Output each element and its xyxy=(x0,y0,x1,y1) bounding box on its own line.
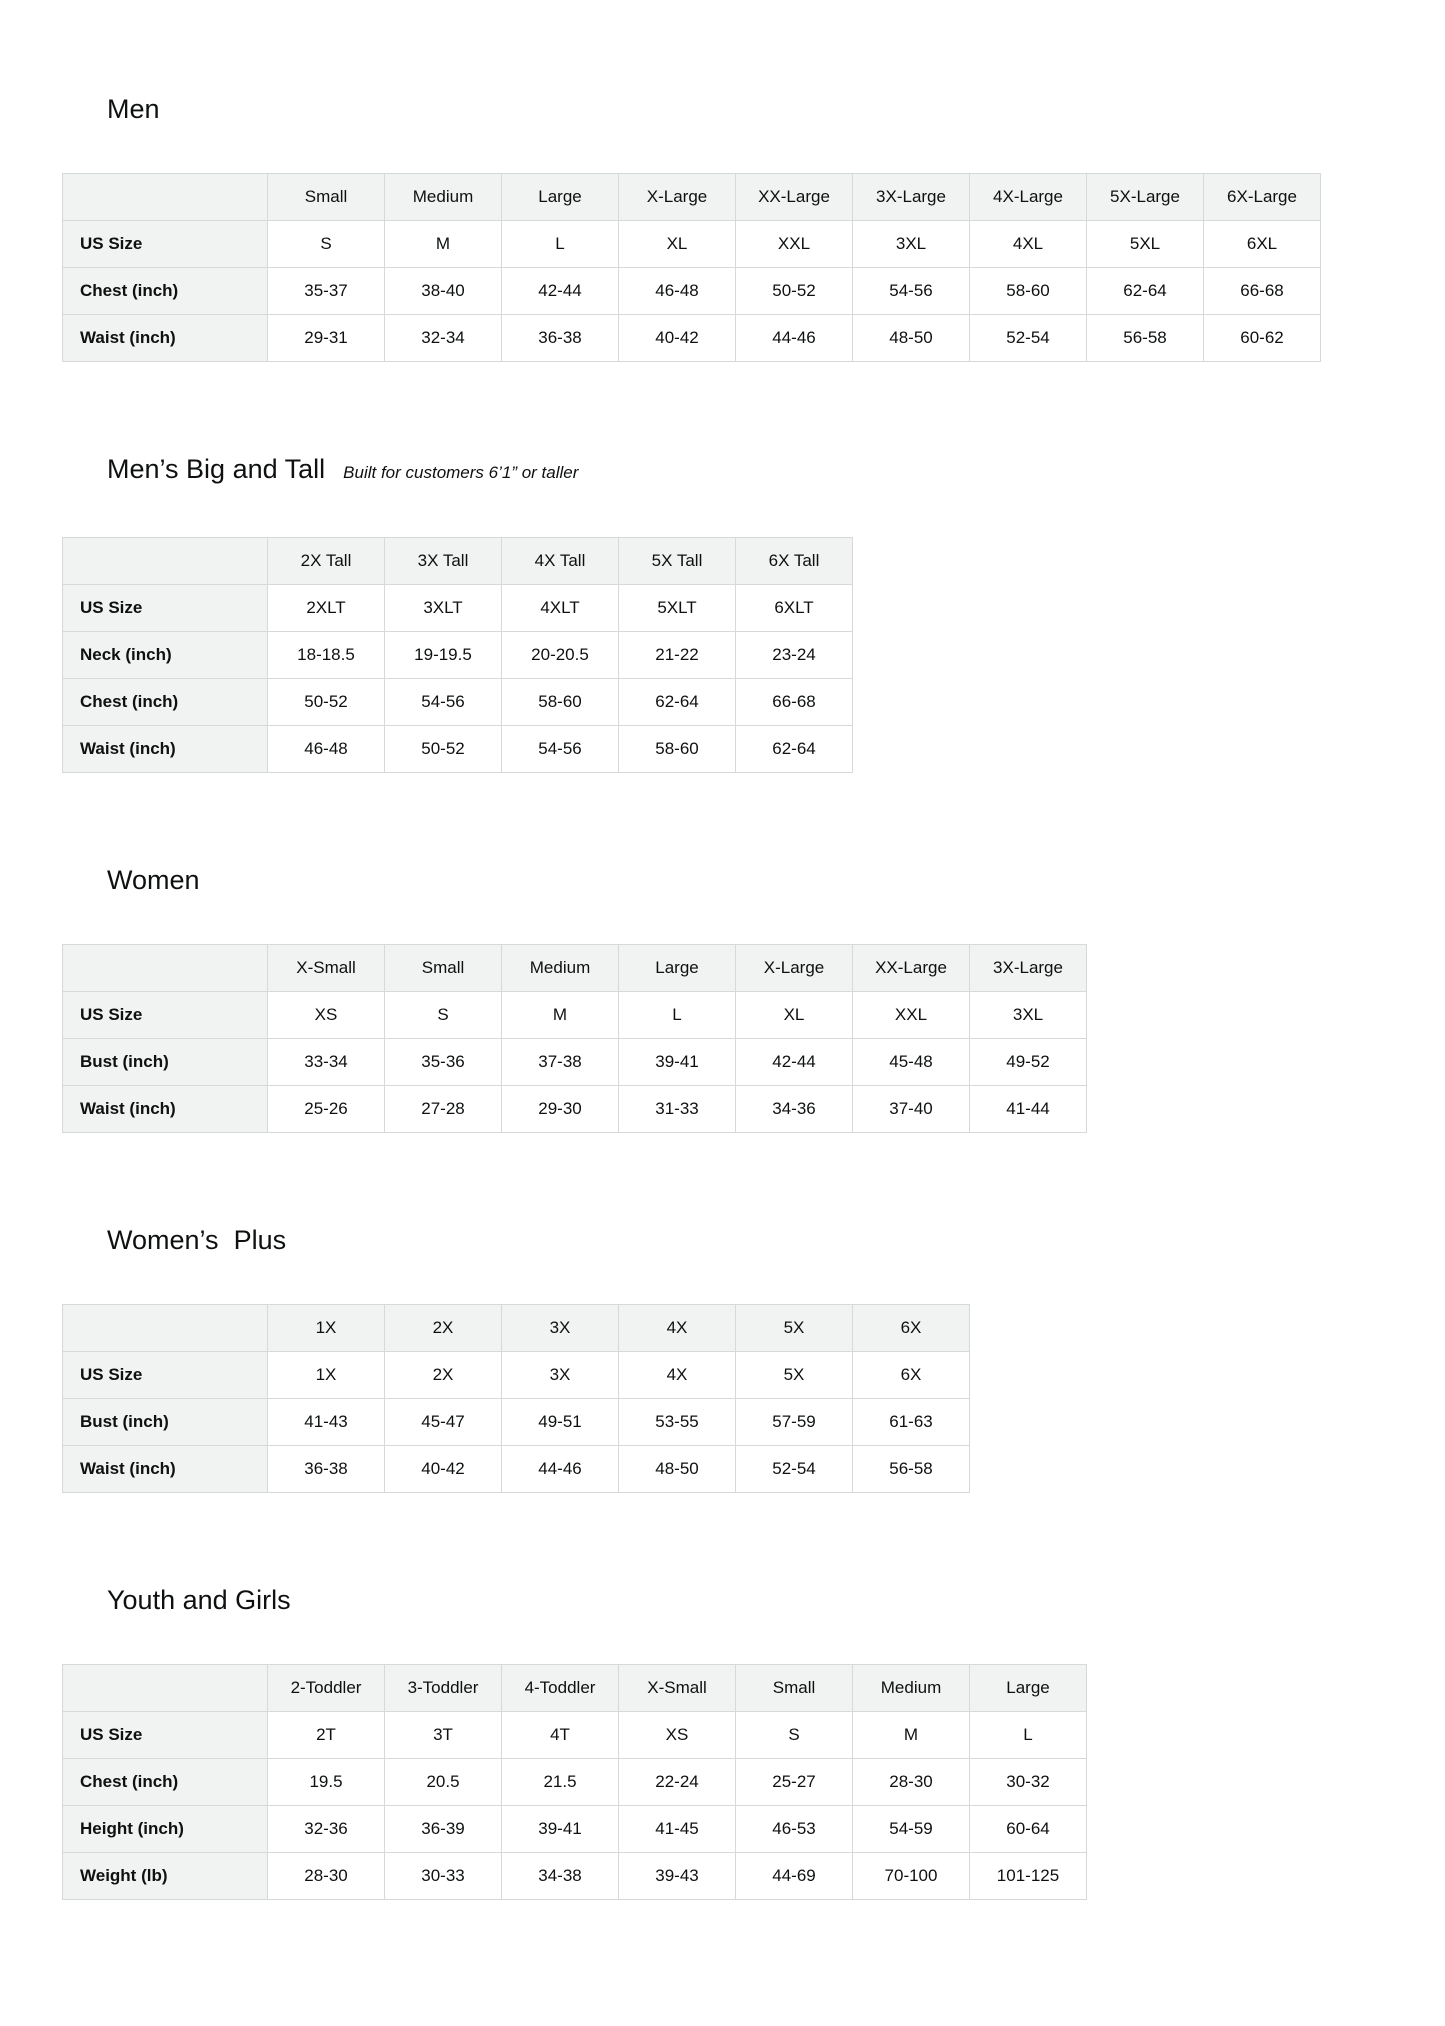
column-header-cell: Medium xyxy=(853,1665,970,1712)
data-row xyxy=(63,221,1321,268)
section-title-text: Women xyxy=(107,865,200,895)
value-cell: 41-43 xyxy=(268,1399,385,1446)
value-cell: 23-24 xyxy=(736,632,853,679)
header-row xyxy=(63,1665,1087,1712)
column-header-cell: 2X xyxy=(385,1305,502,1352)
value-cell: 19.5 xyxy=(268,1759,385,1806)
value-cell: 5X xyxy=(736,1352,853,1399)
data-row xyxy=(63,1806,1087,1853)
column-header-cell: Large xyxy=(502,174,619,221)
value-cell: 35-36 xyxy=(385,1039,502,1086)
value-cell: 48-50 xyxy=(853,315,970,362)
size-table-youth-and-girls xyxy=(62,1664,1087,1900)
column-header-cell: X-Large xyxy=(619,174,736,221)
column-header-cell: Small xyxy=(385,945,502,992)
column-header-cell: 4X Tall xyxy=(502,538,619,585)
row-label-cell: US Size xyxy=(63,1712,268,1759)
header-row xyxy=(63,1305,970,1352)
column-header-cell: 4X-Large xyxy=(970,174,1087,221)
section-youth-and-girls xyxy=(62,1549,1385,1900)
value-cell: 1X xyxy=(268,1352,385,1399)
value-cell: 54-56 xyxy=(385,679,502,726)
section-title-women xyxy=(62,829,1385,931)
header-row xyxy=(63,174,1321,221)
value-cell: 70-100 xyxy=(853,1853,970,1900)
column-header-cell: 1X xyxy=(268,1305,385,1352)
value-cell: 38-40 xyxy=(385,268,502,315)
data-row xyxy=(63,585,853,632)
row-label-cell: Waist (inch) xyxy=(63,1446,268,1493)
value-cell: 2XLT xyxy=(268,585,385,632)
column-header-cell: 4X xyxy=(619,1305,736,1352)
value-cell: 40-42 xyxy=(619,315,736,362)
value-cell: 34-38 xyxy=(502,1853,619,1900)
header-row xyxy=(63,538,853,585)
data-row xyxy=(63,1712,1087,1759)
value-cell: 39-41 xyxy=(619,1039,736,1086)
section-title-text: Men’s Big and Tall xyxy=(107,454,326,484)
value-cell: 2T xyxy=(268,1712,385,1759)
data-row xyxy=(63,1352,970,1399)
value-cell: 3T xyxy=(385,1712,502,1759)
section-mens-big-and-tall xyxy=(62,418,1385,773)
value-cell: 46-48 xyxy=(268,726,385,773)
value-cell: 30-33 xyxy=(385,1853,502,1900)
value-cell: 48-50 xyxy=(619,1446,736,1493)
value-cell: L xyxy=(502,221,619,268)
value-cell: 3X xyxy=(502,1352,619,1399)
section-title-mens-big-and-tall xyxy=(62,418,1385,524)
value-cell: 39-43 xyxy=(619,1853,736,1900)
value-cell: 32-36 xyxy=(268,1806,385,1853)
column-header-cell: Large xyxy=(619,945,736,992)
value-cell: XL xyxy=(619,221,736,268)
column-header-cell: 6X xyxy=(853,1305,970,1352)
value-cell: 6XLT xyxy=(736,585,853,632)
value-cell: 50-52 xyxy=(736,268,853,315)
value-cell: 3XL xyxy=(970,992,1087,1039)
value-cell: 37-40 xyxy=(853,1086,970,1133)
value-cell: XXL xyxy=(853,992,970,1039)
value-cell: L xyxy=(619,992,736,1039)
data-row xyxy=(63,1399,970,1446)
value-cell: 22-24 xyxy=(619,1759,736,1806)
value-cell: 36-39 xyxy=(385,1806,502,1853)
size-table-women xyxy=(62,944,1087,1133)
value-cell: 4T xyxy=(502,1712,619,1759)
corner-cell xyxy=(63,538,268,585)
value-cell: 52-54 xyxy=(736,1446,853,1493)
value-cell: 60-62 xyxy=(1204,315,1321,362)
row-label-cell: Bust (inch) xyxy=(63,1399,268,1446)
row-label-cell: Waist (inch) xyxy=(63,726,268,773)
value-cell: M xyxy=(502,992,619,1039)
value-cell: 46-48 xyxy=(619,268,736,315)
value-cell: 58-60 xyxy=(619,726,736,773)
value-cell: 62-64 xyxy=(619,679,736,726)
column-header-cell: 5X Tall xyxy=(619,538,736,585)
value-cell: 5XL xyxy=(1087,221,1204,268)
value-cell: XS xyxy=(619,1712,736,1759)
value-cell: 19-19.5 xyxy=(385,632,502,679)
row-label-cell: Chest (inch) xyxy=(63,268,268,315)
value-cell: 3XLT xyxy=(385,585,502,632)
column-header-cell: X-Small xyxy=(268,945,385,992)
value-cell: 20.5 xyxy=(385,1759,502,1806)
column-header-cell: 3X xyxy=(502,1305,619,1352)
value-cell: XS xyxy=(268,992,385,1039)
data-row xyxy=(63,1086,1087,1133)
column-header-cell: 6X-Large xyxy=(1204,174,1321,221)
value-cell: 50-52 xyxy=(385,726,502,773)
row-label-cell: US Size xyxy=(63,992,268,1039)
value-cell: 56-58 xyxy=(1087,315,1204,362)
value-cell: 42-44 xyxy=(736,1039,853,1086)
row-label-cell: Neck (inch) xyxy=(63,632,268,679)
value-cell: 56-58 xyxy=(853,1446,970,1493)
value-cell: 29-30 xyxy=(502,1086,619,1133)
value-cell: 6X xyxy=(853,1352,970,1399)
column-header-cell: 3X Tall xyxy=(385,538,502,585)
value-cell: L xyxy=(970,1712,1087,1759)
value-cell: 42-44 xyxy=(502,268,619,315)
value-cell: 25-27 xyxy=(736,1759,853,1806)
data-row xyxy=(63,1853,1087,1900)
value-cell: XXL xyxy=(736,221,853,268)
value-cell: 66-68 xyxy=(1204,268,1321,315)
row-label-cell: Bust (inch) xyxy=(63,1039,268,1086)
value-cell: 35-37 xyxy=(268,268,385,315)
corner-cell xyxy=(63,1305,268,1352)
value-cell: 54-56 xyxy=(502,726,619,773)
value-cell: 60-64 xyxy=(970,1806,1087,1853)
row-label-cell: Waist (inch) xyxy=(63,1086,268,1133)
column-header-cell: Medium xyxy=(385,174,502,221)
corner-cell xyxy=(63,174,268,221)
data-row xyxy=(63,679,853,726)
value-cell: 49-51 xyxy=(502,1399,619,1446)
value-cell: 18-18.5 xyxy=(268,632,385,679)
value-cell: 36-38 xyxy=(502,315,619,362)
section-title-womens-plus xyxy=(62,1189,1385,1291)
row-label-cell: Chest (inch) xyxy=(63,1759,268,1806)
corner-cell xyxy=(63,945,268,992)
header-row xyxy=(63,945,1087,992)
column-header-cell: 3X-Large xyxy=(970,945,1087,992)
value-cell: 32-34 xyxy=(385,315,502,362)
value-cell: 6XL xyxy=(1204,221,1321,268)
column-header-cell: XX-Large xyxy=(736,174,853,221)
column-header-cell: XX-Large xyxy=(853,945,970,992)
data-row xyxy=(63,315,1321,362)
value-cell: 49-52 xyxy=(970,1039,1087,1086)
value-cell: 53-55 xyxy=(619,1399,736,1446)
value-cell: 45-48 xyxy=(853,1039,970,1086)
value-cell: 30-32 xyxy=(970,1759,1087,1806)
value-cell: 62-64 xyxy=(1087,268,1204,315)
section-title-text: Women’s Plus xyxy=(107,1225,287,1255)
value-cell: 28-30 xyxy=(268,1853,385,1900)
value-cell: 21.5 xyxy=(502,1759,619,1806)
value-cell: 44-46 xyxy=(502,1446,619,1493)
row-label-cell: Height (inch) xyxy=(63,1806,268,1853)
column-header-cell: X-Small xyxy=(619,1665,736,1712)
value-cell: 52-54 xyxy=(970,315,1087,362)
value-cell: 3XL xyxy=(853,221,970,268)
value-cell: 46-53 xyxy=(736,1806,853,1853)
data-row xyxy=(63,726,853,773)
value-cell: 62-64 xyxy=(736,726,853,773)
row-label-cell: Waist (inch) xyxy=(63,315,268,362)
section-men xyxy=(62,58,1385,362)
row-label-cell: Chest (inch) xyxy=(63,679,268,726)
value-cell: S xyxy=(736,1712,853,1759)
value-cell: 41-44 xyxy=(970,1086,1087,1133)
row-label-cell: Weight (lb) xyxy=(63,1853,268,1900)
column-header-cell: Small xyxy=(268,174,385,221)
value-cell: 40-42 xyxy=(385,1446,502,1493)
column-header-cell: Small xyxy=(736,1665,853,1712)
value-cell: 57-59 xyxy=(736,1399,853,1446)
value-cell: 58-60 xyxy=(502,679,619,726)
size-table-mens-big-and-tall xyxy=(62,537,853,773)
data-row xyxy=(63,632,853,679)
value-cell: 54-59 xyxy=(853,1806,970,1853)
value-cell: 101-125 xyxy=(970,1853,1087,1900)
section-women xyxy=(62,829,1385,1133)
value-cell: 20-20.5 xyxy=(502,632,619,679)
column-header-cell: 5X xyxy=(736,1305,853,1352)
column-header-cell: 2X Tall xyxy=(268,538,385,585)
section-subtitle: Built for customers 6’1” or taller xyxy=(343,463,579,482)
value-cell: 4XL xyxy=(970,221,1087,268)
column-header-cell: 6X Tall xyxy=(736,538,853,585)
column-header-cell: 5X-Large xyxy=(1087,174,1204,221)
column-header-cell: Medium xyxy=(502,945,619,992)
size-table-womens-plus xyxy=(62,1304,970,1493)
size-table-men xyxy=(62,173,1321,362)
value-cell: 58-60 xyxy=(970,268,1087,315)
value-cell: 33-34 xyxy=(268,1039,385,1086)
value-cell: 54-56 xyxy=(853,268,970,315)
section-title-men xyxy=(62,58,1385,160)
value-cell: 41-45 xyxy=(619,1806,736,1853)
data-row xyxy=(63,992,1087,1039)
value-cell: M xyxy=(853,1712,970,1759)
value-cell: 34-36 xyxy=(736,1086,853,1133)
value-cell: 44-69 xyxy=(736,1853,853,1900)
value-cell: 2X xyxy=(385,1352,502,1399)
value-cell: 66-68 xyxy=(736,679,853,726)
column-header-cell: Large xyxy=(970,1665,1087,1712)
value-cell: 21-22 xyxy=(619,632,736,679)
data-row xyxy=(63,1039,1087,1086)
value-cell: M xyxy=(385,221,502,268)
column-header-cell: 3X-Large xyxy=(853,174,970,221)
corner-cell xyxy=(63,1665,268,1712)
value-cell: 4XLT xyxy=(502,585,619,632)
value-cell: 37-38 xyxy=(502,1039,619,1086)
section-womens-plus xyxy=(62,1189,1385,1493)
value-cell: S xyxy=(268,221,385,268)
value-cell: 27-28 xyxy=(385,1086,502,1133)
data-row xyxy=(63,268,1321,315)
value-cell: 44-46 xyxy=(736,315,853,362)
value-cell: 4X xyxy=(619,1352,736,1399)
value-cell: 45-47 xyxy=(385,1399,502,1446)
column-header-cell: 4-Toddler xyxy=(502,1665,619,1712)
column-header-cell: 2-Toddler xyxy=(268,1665,385,1712)
value-cell: 31-33 xyxy=(619,1086,736,1133)
value-cell: 29-31 xyxy=(268,315,385,362)
row-label-cell: US Size xyxy=(63,585,268,632)
value-cell: 28-30 xyxy=(853,1759,970,1806)
section-title-text: Men xyxy=(107,94,160,124)
value-cell: 61-63 xyxy=(853,1399,970,1446)
row-label-cell: US Size xyxy=(63,1352,268,1399)
column-header-cell: X-Large xyxy=(736,945,853,992)
section-title-text: Youth and Girls xyxy=(107,1585,291,1615)
value-cell: 36-38 xyxy=(268,1446,385,1493)
data-row xyxy=(63,1446,970,1493)
value-cell: 25-26 xyxy=(268,1086,385,1133)
value-cell: 5XLT xyxy=(619,585,736,632)
row-label-cell: US Size xyxy=(63,221,268,268)
value-cell: XL xyxy=(736,992,853,1039)
value-cell: 39-41 xyxy=(502,1806,619,1853)
value-cell: 50-52 xyxy=(268,679,385,726)
column-header-cell: 3-Toddler xyxy=(385,1665,502,1712)
value-cell: S xyxy=(385,992,502,1039)
data-row xyxy=(63,1759,1087,1806)
